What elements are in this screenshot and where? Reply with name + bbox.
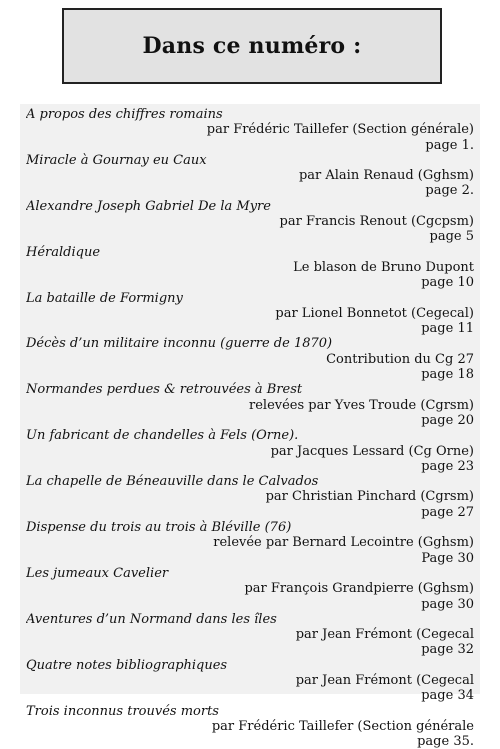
toc-entry xyxy=(26,428,474,474)
article-page: page 2. xyxy=(425,183,474,199)
article-page: page 5 xyxy=(429,229,474,245)
article-author: relevée par Bernard Lecointre (Gghsm) xyxy=(213,535,474,551)
article-page: page 27 xyxy=(421,504,474,520)
article-author: par Alain Renaud (Gghsm) xyxy=(298,168,474,184)
toc-entry xyxy=(26,474,474,520)
toc-entry xyxy=(26,107,474,153)
article-title: Un fabricant de chandelles à Fels (Orne). xyxy=(26,428,299,444)
article-page: page 20 xyxy=(421,412,474,428)
toc-entry xyxy=(26,245,474,291)
article-page: page 35. xyxy=(417,734,474,749)
article-author: par Jean Frémont (Cegecal xyxy=(295,627,474,643)
article-page: page 23 xyxy=(421,458,474,474)
article-page: Page 30 xyxy=(421,550,474,566)
article-author: par Lionel Bonnetot (Cegecal) xyxy=(275,305,474,321)
article-page: page 1. xyxy=(425,137,474,153)
article-title: Normandes perdues & retrouvées à Brest xyxy=(26,382,303,398)
toc-entry xyxy=(26,153,474,199)
toc-entry xyxy=(26,382,474,428)
toc-entry xyxy=(26,704,474,749)
article-title: Dispense du trois au trois à Bléville (76) xyxy=(26,520,292,536)
toc-entry xyxy=(26,199,474,245)
article-author: Contribution du Cg 27 xyxy=(326,351,474,367)
article-title: A propos des chiffres romains xyxy=(26,107,223,122)
article-author: relevées par Yves Troude (Cgrsm) xyxy=(249,397,474,413)
table-of-contents xyxy=(20,104,480,749)
article-title: Aventures d’un Normand dans les îles xyxy=(26,611,277,627)
toc-entry xyxy=(26,291,474,337)
toc-entry xyxy=(26,336,474,382)
article-title: La bataille de Formigny xyxy=(26,290,183,306)
toc-entry xyxy=(26,658,474,704)
article-title: Décès d’un militaire inconnu (guerre de 1870) xyxy=(26,336,333,352)
article-title: La chapelle de Béneauville dans le Calvados xyxy=(26,474,319,490)
article-title: Quatre notes bibliographiques xyxy=(26,657,228,673)
article-title: Trois inconnus trouvés morts xyxy=(26,703,219,719)
article-author: par Jean Frémont (Cegecal xyxy=(295,672,474,688)
article-author: par Francis Renout (Cgcpsm) xyxy=(279,214,474,230)
issue-title: Dans ce numéro : xyxy=(142,33,362,59)
article-page: page 30 xyxy=(421,596,474,612)
toc-entry xyxy=(26,520,474,566)
toc-entry xyxy=(26,612,474,658)
issue-title-box xyxy=(62,8,442,84)
article-author: par Jacques Lessard (Cg Orne) xyxy=(270,443,474,459)
article-title: Héraldique xyxy=(26,244,101,260)
article-author: par François Grandpierre (Gghsm) xyxy=(244,581,474,597)
article-title: Les jumeaux Cavelier xyxy=(26,565,169,581)
article-author: par Frédéric Taillefer (Section générale xyxy=(211,718,474,734)
article-page: page 34 xyxy=(421,688,474,704)
article-page: page 18 xyxy=(421,367,474,383)
article-page: page 32 xyxy=(421,642,474,658)
article-page: page 10 xyxy=(421,275,474,291)
article-author: par Christian Pinchard (Cgrsm) xyxy=(265,489,474,505)
article-title: Alexandre Joseph Gabriel De la Myre xyxy=(26,198,271,214)
article-page: page 11 xyxy=(421,321,474,337)
article-author: par Frédéric Taillefer (Section générale) xyxy=(206,122,474,138)
toc-entry xyxy=(26,566,474,612)
article-author: Le blason de Bruno Dupont xyxy=(293,259,474,275)
article-title: Miracle à Gournay eu Caux xyxy=(26,152,207,168)
